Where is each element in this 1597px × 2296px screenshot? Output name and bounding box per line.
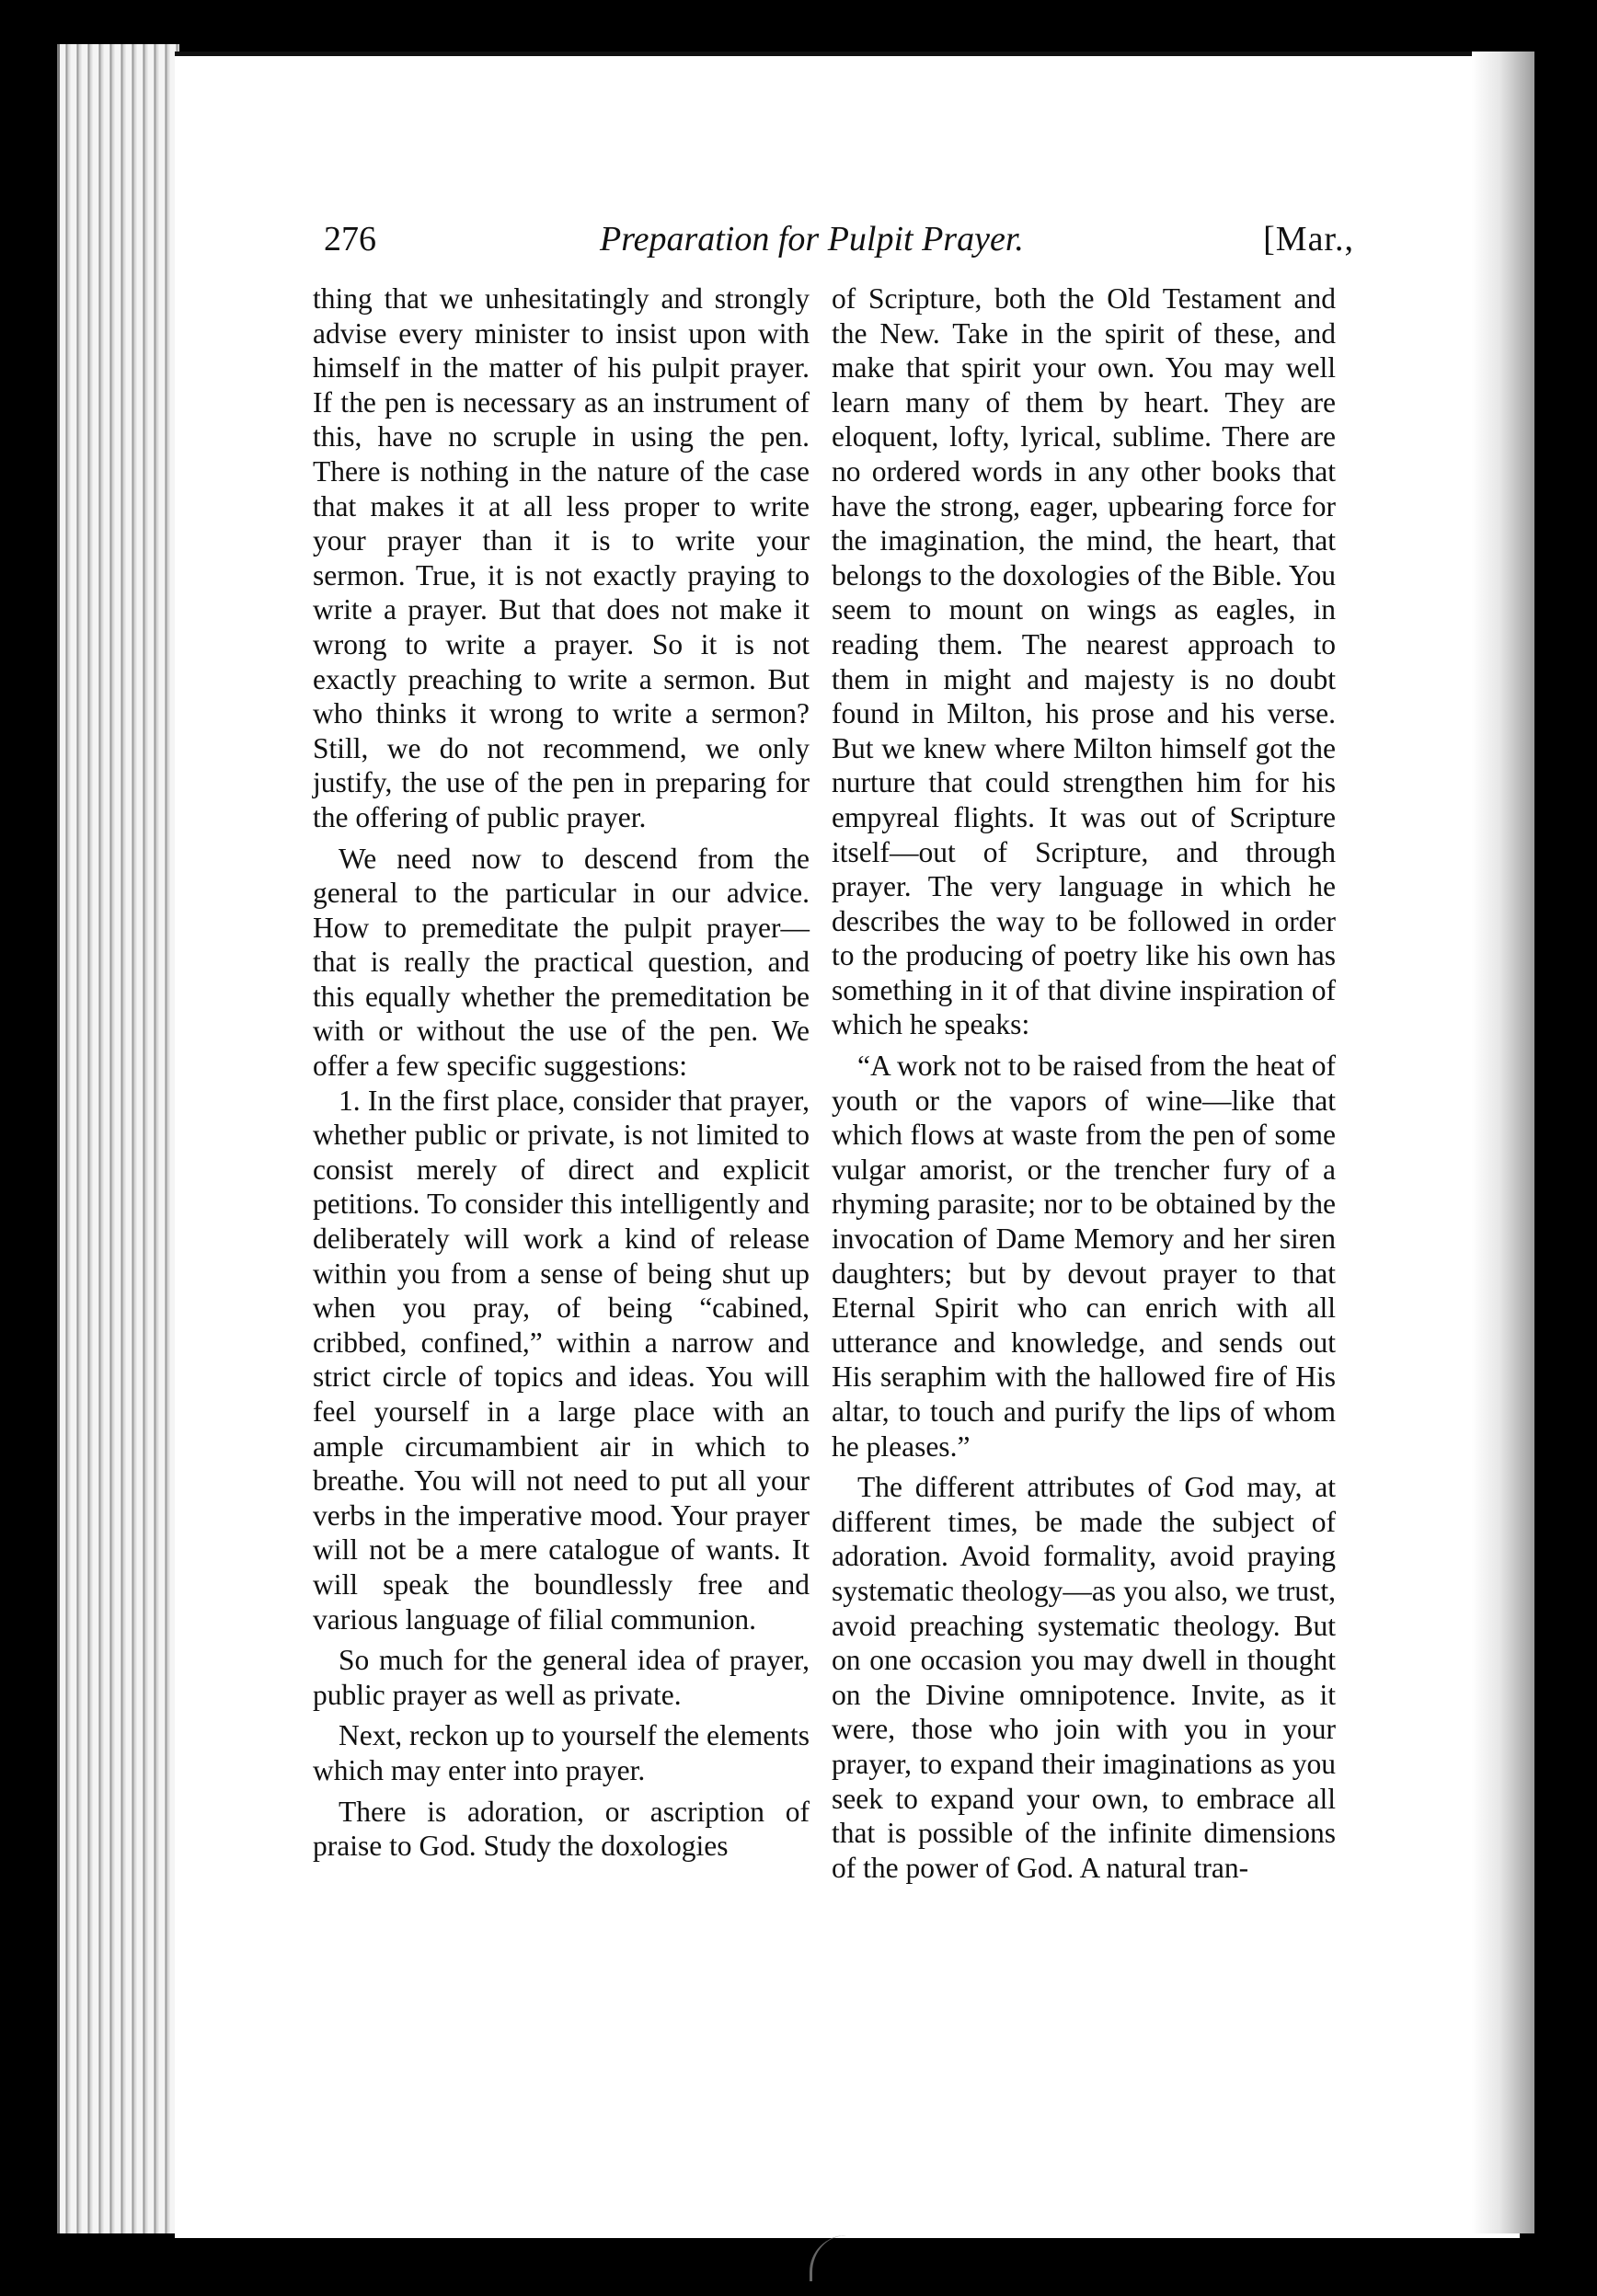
paragraph: 1. In the first place, consider that prayer, whether public or private, is not limited to consist merely of direct and explicit petitions. To consider this intelligently and deliberately will work a kind of release within you from a sense of being shut up when you pray, of being “cabined, cribbed, confined,” within a narrow and strict circle of topics and ideas. You will feel yourself in a large place with an ample circumambient air in which to breathe. You will not need to put all your verbs in the imperative mood. Your prayer will not be a mere catalogue of wants. It will speak the boundlessly free and various language of filial communion.: [313, 1084, 810, 1636]
issue-month: [Mar.,: [1263, 220, 1354, 258]
paragraph: So much for the general idea of prayer, public prayer as well as private.: [313, 1644, 810, 1711]
page-gutter-shadow: [1472, 52, 1534, 2233]
paragraph: We need now to descend from the general to the particular in our advice. How to premeditate the pulpit prayer—that is really the practical question, and this equally whether the premeditation be with or without the use of the pen. We offer a few specific suggestions:: [313, 842, 810, 1083]
paragraph: There is adoration, or ascription of praise to God. Study the doxologies: [313, 1795, 810, 1863]
book-page-edges: [57, 44, 179, 2233]
right-text-column: [832, 281, 1336, 1885]
paragraph: The different attributes of God may, at different times, be made the subject of adoration. Avoid formality, avoid praying systematic theology—as you also, we trust, avoid preaching systematic theology. But on one occasion you may dwell in thought on the Divine omnipotence. Invite, as it were, those who join with you in your prayer, to expand their imaginations as you seek to expand your own, to embrace all that is possible of the infinite dimensions of the power of God. A natural tran-: [832, 1471, 1336, 1884]
running-header: [324, 217, 1352, 261]
paragraph: of Scripture, both the Old Testament and the New. Take in the spirit of these, and make that spirit your own. You may well learn many of them by heart. They are eloquent, lofty, lyrical, sublime. There are no ordered words in any other books that have the strong, eager, upbearing force for the imagination, the mind, the heart, that belongs to the doxologies of the Bible. You seem to mount on wings as eagles, in reading them. The nearest approach to them in might and majesty is no doubt found in Milton, his prose and his verse. But we knew where Milton himself got the nurture that could strengthen him for his empyreal flights. It was out of Scripture itself—out of Scripture, and through prayer. The very language in which he describes the way to be followed in order to the producing of poetry like his own has something in it of that divine inspiration of which he speaks:: [832, 282, 1336, 1041]
left-text-column: [313, 281, 810, 1864]
quotation: “A work not to be raised from the heat of youth or the vapors of wine—like that which flows at waste from the pen of some vulgar amorist, or the trencher fury of a rhyming parasite; nor to be obtained by the invocation of Dame Memory and her siren daughters; but by devout prayer to that Eternal Spirit who can enrich with all utterance and knowledge, and sends out His seraphim with the hallowed fire of His altar, to touch and purify the lips of whom he pleases.”: [832, 1050, 1336, 1463]
paragraph: thing that we unhesitatingly and strongly advise every minister to insist upon with himself in the matter of his pulpit prayer. If the pen is necessary as an instrument of this, have no scruple in using the pen. There is nothing in the nature of the case that makes it at all less proper to write your prayer than it is to write your sermon. True, it is not exactly praying to write a prayer. But that does not make it wrong to write a prayer. So it is not exactly preaching to write a sermon. But who thinks it wrong to write a sermon? Still, we do not recommend, we only justify, the use of the pen in preparing for the offering of public prayer.: [313, 282, 810, 833]
paragraph: Next, reckon up to yourself the elements which may enter into prayer.: [313, 1719, 810, 1786]
page-number: 276: [324, 220, 376, 258]
running-title: Preparation for Pulpit Prayer.: [600, 220, 1024, 258]
